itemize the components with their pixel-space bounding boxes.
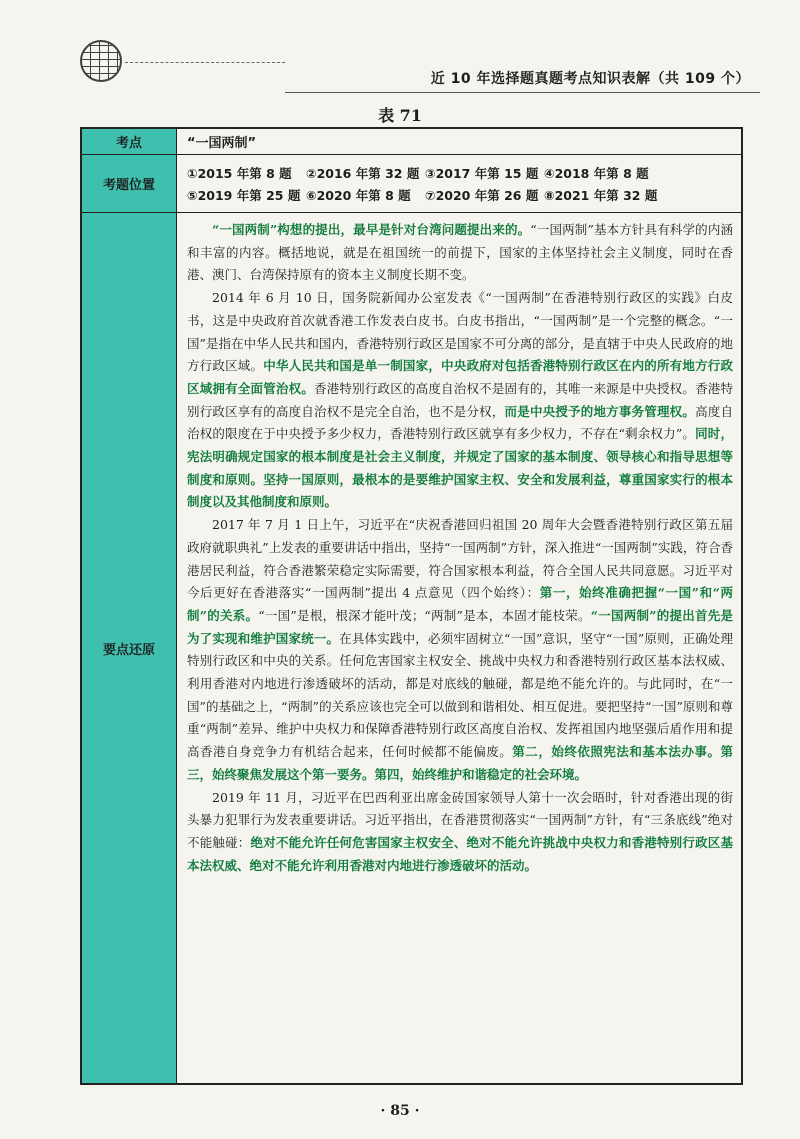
- position-item: ④2018 年第 8 题: [544, 165, 649, 181]
- position-item: ③2017 年第 15 题: [425, 165, 539, 181]
- table-title: 表 71: [378, 106, 422, 125]
- highlight-text: 绝对不能允许任何危害国家主权安全、绝对不能允许挑战中央权力和香港特别行政区基本法权威、绝对不能允许利用香港对内地进行渗透破坏的活动。: [187, 834, 733, 873]
- highlight-text: 第一，始终准确把握“一国”和“两制”的关系。: [187, 585, 733, 623]
- highlight-text: “一国两制”的提出首先是为了实现和维护国家统一。: [187, 607, 733, 646]
- content-body: [177, 213, 741, 1083]
- body-text: 香港特别行政区的高度自治权不是固有的，其唯一来源是中央授权。香港特别行政区享有的高度自治权不是完全自治，也不是分权，: [187, 380, 733, 419]
- positions-row-2: [187, 186, 663, 204]
- highlight-text: 而是中央授予的地方事务管理权。: [504, 403, 696, 419]
- knowledge-table: [80, 127, 743, 1085]
- body-text: 在具体实践中，必须牢固树立“一国”意识，坚守“一国”原则，正确处理特别行政区和中央的关系。任何危害国家主权安全、挑战中央权力和香港特别行政区基本法权威、利用香港对内地进行渗透破坏的活动，都是对底线的触碰，都是绝不能允许的。与此同时，在“一国”的基础之上，“两制”的关系应该也完全可以做到和谐相处、相互促进。要把坚持“一国”原则和尊重“两制”差异、维护中央权力和保障香港特别行政区高度自治权、发挥祖国内地坚强后盾作用和提高香港自身竞争力有机结合起来，任何时候都不能偏废。: [187, 630, 733, 760]
- body-text: 2019 年 11 月，习近平在巴西利亚出席金砖国家领导人第十一次会晤时，针对香港出现的街头暴力犯罪行为发表重要讲话。习近平指出，在香港贯彻落实“一国两制”方针，有“三条底线”绝对不能触碰：: [187, 789, 733, 850]
- paragraph-2: [187, 287, 733, 514]
- position-item: ②2016 年第 32 题: [306, 165, 420, 181]
- topic-label: 考点: [82, 129, 177, 155]
- highlight-text: 中华人民共和国是单一制国家，中央政府对包括香港特别行政区在内的所有地方行政区域拥有全面管治权。: [187, 358, 733, 396]
- header-rule: [285, 92, 760, 93]
- highlight-text: 同时，宪法明确规定国家的根本制度是社会主义制度，并规定了国家的基本制度、领导核心和指导思想等制度和原则。坚持一国原则，最根本的是要维护国家主权、安全和发展利益，尊重国家实行的根本制度以及其他制度和原则。: [187, 426, 733, 510]
- header-dashed-line: [125, 62, 285, 93]
- body-text: “一国两制”基本方针具有科学的内涵和丰富的内容。概括地说，就是在祖国统一的前提下，国家的主体坚持社会主义制度，同时在香港、澳门、台湾保持原有的资本主义制度长期不变。: [187, 222, 733, 283]
- position-item: ①2015 年第 8 题: [187, 165, 292, 181]
- paragraph-1: [187, 219, 733, 287]
- position-item: ⑧2021 年第 32 题: [544, 187, 658, 203]
- question-positions: [177, 155, 741, 213]
- position-item: ⑤2019 年第 25 题: [187, 187, 301, 203]
- body-text: “一国”是根，根深才能叶茂；“两制”是本，本固才能枝荣。: [258, 607, 591, 623]
- page-number: · 85 ·: [380, 1103, 420, 1119]
- positions-row-1: [187, 164, 663, 182]
- body-text: 2014 年 6 月 10 日，国务院新闻办公室发表《“一国两制”在香港特别行政区的实践》白皮书，这是中央政府首次就香港工作发表白皮书。白皮书指出，“一国两制”是一个完整的概念。“一国”是指在中华人民共和国内，香港特别行政区是国家不可分离的部分，是直辖于中央人民政府的地方行政区域。: [187, 290, 733, 374]
- paragraph-4: [187, 787, 733, 878]
- globe-logo-icon: [80, 40, 122, 82]
- topic-value: “一国两制”: [177, 129, 741, 155]
- body-text: 高度自治权的限度在于中央授予多少权力，香港特别行政区就享有多少权力，不存在“剩余权力”。: [187, 403, 733, 442]
- position-item: ⑦2020 年第 26 题: [425, 187, 539, 203]
- position-item: ⑥2020 年第 8 题: [306, 187, 411, 203]
- position-label: 考题位置: [82, 155, 177, 213]
- body-text: 2017 年 7 月 1 日上午，习近平在“庆祝香港回归祖国 20 周年大会暨香港特别行政区第五届政府就职典礼”上发表的重要讲话中指出，坚持“一国两制”方针，深入推进“一国两制”实践，符合香港居民利益，符合香港繁荣稳定实际需要，符合国家根本利益，符合全国人民共同意愿。习近平对今后更好在香港落实“一国两制”提出 4 点意见（四个始终）：: [187, 517, 733, 601]
- header-title: 近 10 年选择题真题考点知识表解（共 109 个）: [430, 71, 750, 87]
- paragraph-3: [187, 514, 733, 786]
- highlight-text: 第二，始终依照宪法和基本法办事。第三，始终聚焦发展这个第一要务。第四，始终维护和谐稳定的社会环境。: [187, 744, 733, 782]
- content-label: 要点还原: [82, 213, 177, 1083]
- highlight-text: “一国两制”构想的提出，最早是针对台湾问题提出来的。: [212, 222, 531, 237]
